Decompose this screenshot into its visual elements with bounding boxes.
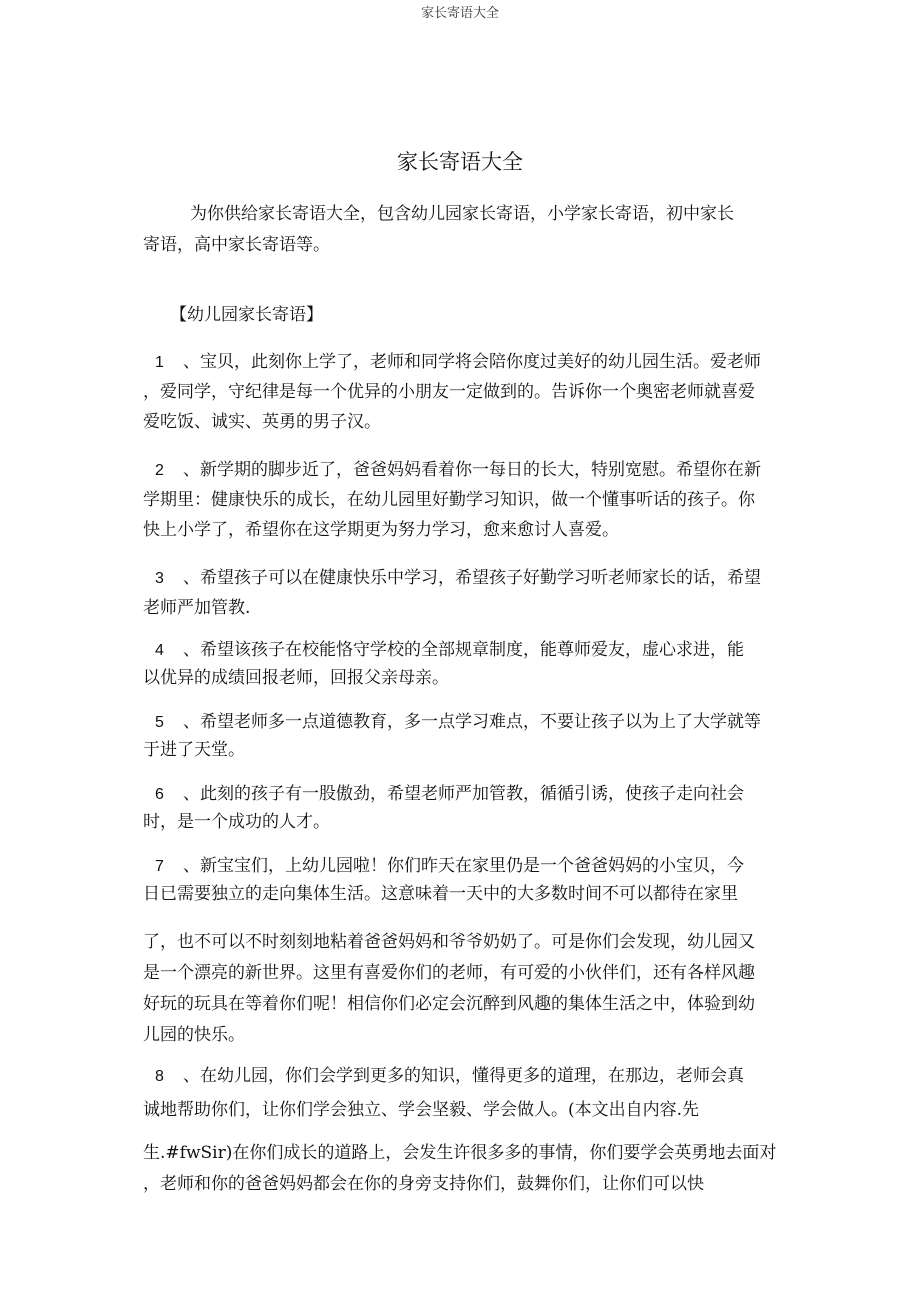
item-line <box>143 856 744 877</box>
item-number: 8 <box>155 1068 164 1085</box>
item-line: 了，也不可以不时刻刻地粘着爸爸妈妈和爷爷奶奶了。可是你们会发现，幼儿园又 <box>143 932 755 952</box>
item-line: ，老师和你的爸爸妈妈都会在你的身旁支持你们，鼓舞你们，让你们可以快 <box>143 1174 704 1194</box>
item-line <box>143 640 744 661</box>
item-text: 、此刻的孩子有一股傲劲，希望老师严加管教，循循引诱，使孩子走向社会 <box>183 784 744 804</box>
item-line: 诚地帮助你们，让你们学会独立、学会坚毅、学会做人。(本文出自内容.先 <box>143 1100 700 1120</box>
running-header: 家长寄语大全 <box>420 6 499 21</box>
item-text: 、希望孩子可以在健康快乐中学习，希望孩子好勤学习听老师家长的话，希望 <box>183 568 761 588</box>
item-line: 儿园的快乐。 <box>143 1025 245 1045</box>
item-line: 以优异的成绩回报老师，回报父亲母亲。 <box>143 668 449 688</box>
item-text: 、新宝宝们，上幼儿园啦！你们昨天在家里仍是一个爸爸妈妈的小宝贝，今 <box>183 856 744 876</box>
item-text: 、宝贝，此刻你上学了，老师和同学将会陪你度过美好的幼儿园生活。爱老师 <box>183 352 761 372</box>
item-line: 老师严加管教. <box>143 598 251 618</box>
item-number: 4 <box>155 642 164 659</box>
item-line: 生.#fwSir)在你们成长的道路上，会发生许很多多的事情，你们要学会英勇地去面对 <box>143 1143 777 1163</box>
item-line: 时，是一个成功的人才。 <box>143 812 330 832</box>
item-line <box>143 568 761 589</box>
item-text: 、在幼儿园，你们会学到更多的知识，懂得更多的道理，在那边，老师会真 <box>183 1066 744 1086</box>
item-line: 是一个漂亮的新世界。这里有喜爱你们的老师，有可爱的小伙伴们，还有各样风趣 <box>143 963 755 983</box>
item-number: 3 <box>155 570 164 587</box>
item-text: 、新学期的脚步近了，爸爸妈妈看着你一每日的长大，特别宽慰。希望你在新 <box>183 460 761 480</box>
item-line: 爱吃饭、诚实、英勇的男子汉。 <box>143 412 381 432</box>
item-text: 、希望老师多一点道德教育，多一点学习难点，不要让孩子以为上了大学就等 <box>183 712 761 732</box>
item-line: ，爱同学，守纪律是每一个优异的小朋友一定做到的。告诉你一个奥密老师就喜爱 <box>143 382 755 402</box>
intro-line: 寄语，高中家长寄语等。 <box>143 235 330 255</box>
item-line <box>143 460 761 481</box>
item-line <box>143 712 761 733</box>
item-number: 6 <box>155 786 164 803</box>
item-number: 7 <box>155 858 164 875</box>
item-number: 1 <box>155 354 164 371</box>
item-number: 5 <box>155 714 164 731</box>
item-line <box>143 352 761 373</box>
page-title: 家长寄语大全 <box>397 150 523 174</box>
item-line <box>143 1066 744 1087</box>
item-line: 学期里：健康快乐的成长，在幼儿园里好勤学习知识，做一个懂事听话的孩子。你 <box>143 490 755 510</box>
item-line: 于进了天堂。 <box>143 740 245 760</box>
item-line: 好玩的玩具在等着你们呢！相信你们必定会沉醉到风趣的集体生活之中，体验到幼 <box>143 994 755 1014</box>
item-line: 日已需要独立的走向集体生活。这意味着一天中的大多数时间不可以都待在家里 <box>143 884 738 904</box>
section-heading: 【幼儿园家长寄语】 <box>170 305 323 325</box>
item-number: 2 <box>155 462 164 479</box>
item-line <box>143 784 744 805</box>
item-text: 、希望该孩子在校能恪守学校的全部规章制度，能尊师爱友，虚心求进，能 <box>183 640 744 660</box>
intro-line: 为你供给家长寄语大全，包含幼儿园家长寄语，小学家长寄语，初中家长 <box>190 204 734 224</box>
item-line: 快上小学了，希望你在这学期更为努力学习，愈来愈讨人喜爱。 <box>143 520 619 540</box>
